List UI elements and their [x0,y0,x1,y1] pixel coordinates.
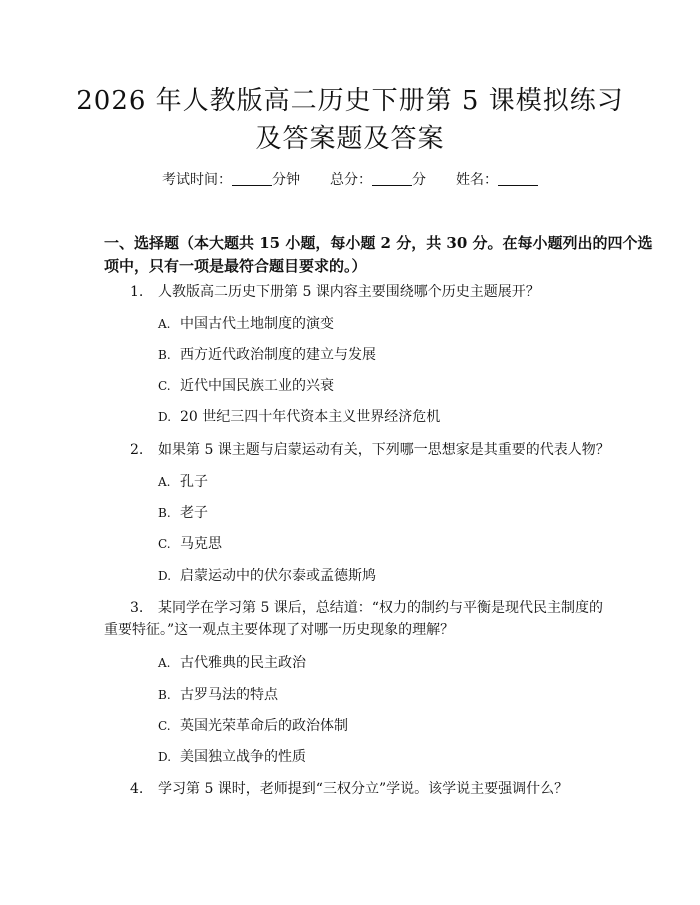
option-text: 马克思 [180,536,222,552]
question-text-line2: 重要特征。”这一观点主要体现了对哪一历史现象的理解？ [104,622,455,638]
option-letter: A. [158,656,171,670]
option-text: 20 世纪三四十年代资本主义世界经济危机 [180,409,441,425]
section-heading-line2: 项中，只有一项是最符合题目要求的。） [104,257,367,275]
question-2 [130,440,670,460]
option-letter: D. [158,410,172,424]
time-unit: 分钟 [272,172,300,188]
option-letter: B. [158,348,171,362]
option-3d [158,747,306,767]
option-text: 西方近代政治制度的建立与发展 [180,347,376,363]
option-1d [158,407,440,427]
question-4 [130,779,650,799]
option-2c [158,534,222,554]
option-text: 美国独立战争的性质 [180,749,306,765]
option-letter: B. [158,506,171,520]
option-letter: D. [158,569,172,583]
option-text: 古代雅典的民主政治 [180,655,306,671]
question-text: 如果第 5 课主题与启蒙运动有关，下列哪一思想家是其重要的代表人物？ [158,442,610,458]
option-text: 老子 [180,505,208,521]
option-text: 孔子 [180,474,208,490]
option-2b [158,503,208,523]
option-letter: B. [158,688,171,702]
question-text-line1: 某同学在学习第 5 课后，总结道：“权力的制约与平衡是现代民主制度的 [158,600,603,616]
question-3 [0,598,700,642]
option-letter: C. [158,379,171,393]
score-unit: 分 [412,172,426,188]
question-number: 2. [130,442,144,458]
question-text: 人教版高二历史下册第 5 课内容主要围绕哪个历史主题展开？ [158,284,540,300]
option-2d [158,566,376,586]
exam-title-line2: 及答案题及答案 [255,124,445,154]
option-letter: A. [158,317,171,331]
question-number: 3. [130,600,144,616]
option-letter: C. [158,719,171,733]
section-heading [104,232,653,278]
time-blank [232,171,272,186]
name-blank [498,171,538,186]
option-letter: D. [158,750,172,764]
option-letter: A. [158,475,171,489]
option-text: 中国古代土地制度的演变 [180,316,334,332]
option-text: 启蒙运动中的伏尔泰或孟德斯鸠 [180,568,376,584]
option-2a [158,472,208,492]
score-label: 总分： [330,172,372,188]
option-text: 近代中国民族工业的兴衰 [180,378,334,394]
name-label: 姓名： [456,172,498,188]
question-text: 学习第 5 课时，老师提到“三权分立”学说。该学说主要强调什么？ [158,781,569,797]
option-3b [158,685,278,705]
exam-title-line1: 2026 年人教版高二历史下册第 5 课模拟练习 [76,86,624,116]
option-1b [158,345,376,365]
option-text: 英国光荣革命后的政治体制 [180,718,348,734]
question-1 [130,282,650,302]
option-3a [158,653,306,673]
question-number: 1. [130,284,144,300]
option-1a [158,314,334,334]
section-heading-line1: 一、选择题（本大题共 15 小题，每小题 2 分，共 30 分。在每小题列出的四个选 [104,234,653,252]
option-letter: C. [158,537,171,551]
option-3c [158,716,348,736]
score-blank [372,171,412,186]
time-label: 考试时间： [162,172,232,188]
option-text: 古罗马法的特点 [180,687,278,703]
exam-meta [0,170,700,190]
option-1c [158,376,334,396]
question-number: 4. [130,781,144,797]
